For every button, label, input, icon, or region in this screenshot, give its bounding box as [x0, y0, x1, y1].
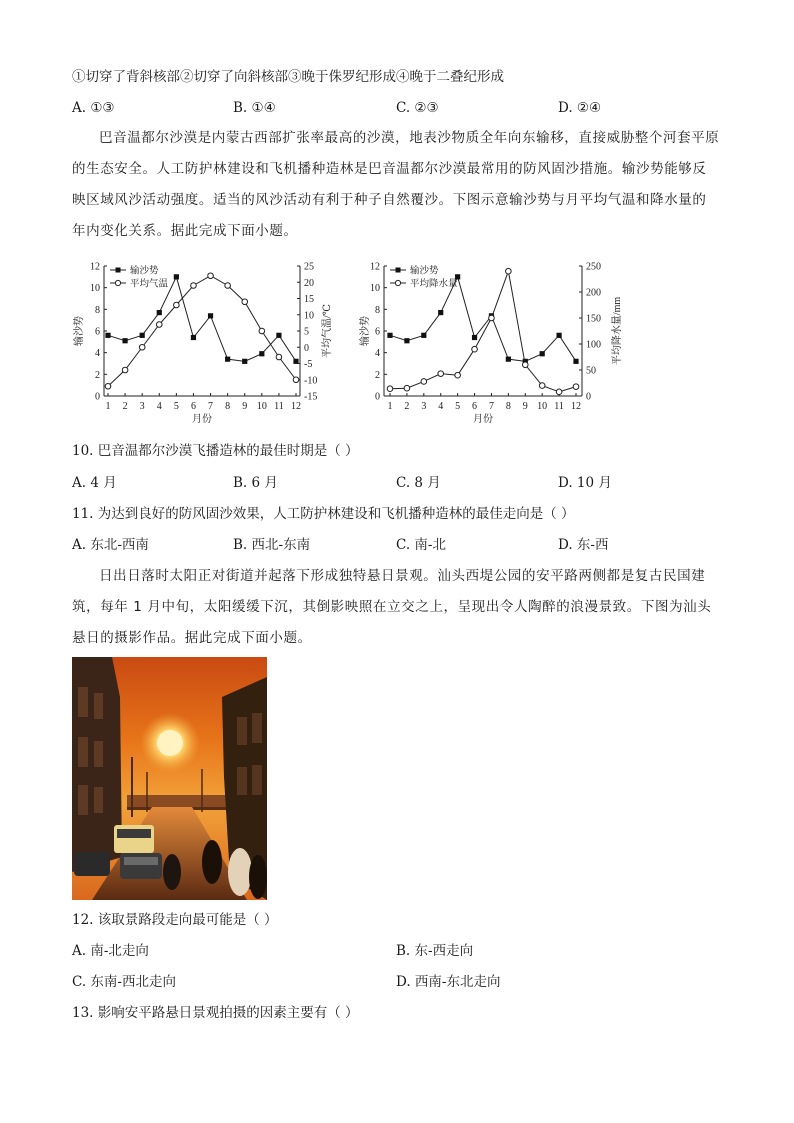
q11-option-b[interactable]: B. 西北-东南 [233, 537, 311, 553]
secondary-series-point [242, 299, 248, 305]
secondary-series-point [174, 302, 180, 308]
right-tick-label: 100 [586, 339, 601, 351]
x-tick-label: 12 [571, 401, 581, 412]
secondary-series-point [225, 283, 231, 289]
sand-potential-point [404, 338, 409, 343]
secondary-series-point [438, 371, 444, 377]
secondary-series-point [105, 383, 111, 389]
right-tick-label: 250 [586, 261, 601, 273]
secondary-series-point [156, 322, 162, 328]
x-tick-label: 4 [438, 401, 444, 412]
secondary-series-point [489, 315, 495, 321]
q9-option-b[interactable]: B. ①④ [233, 100, 276, 116]
x-tick-label: 4 [156, 401, 162, 412]
left-tick-label: 0 [375, 391, 380, 403]
legend-label: 输沙势 [130, 266, 159, 277]
sand-potential-point [157, 310, 162, 315]
x-tick-label: 8 [225, 401, 231, 412]
q10-option-a[interactable]: A. 4 月 [72, 475, 117, 491]
series-line-1 [108, 277, 296, 362]
sand-potential-point [573, 359, 578, 364]
right-tick-label: 5 [304, 326, 309, 338]
left-tick-label: 8 [375, 304, 380, 316]
x-tick-label: 11 [274, 401, 284, 412]
secondary-series-point [421, 379, 427, 385]
q12-option-c[interactable]: C. 东南-西北走向 [72, 974, 176, 990]
sand-potential-point [506, 357, 511, 362]
sand-potential-point [122, 338, 127, 343]
x-tick-label: 5 [455, 401, 461, 412]
secondary-series-point [387, 386, 393, 392]
x-tick-label: 6 [190, 401, 196, 412]
left-tick-label: 2 [95, 369, 100, 381]
q9-statements: ①切穿了背斜核部②切穿了向斜核部③晚于侏罗纪形成④晚于二叠纪形成 [72, 69, 504, 85]
x-tick-label: 2 [404, 401, 410, 412]
q11-option-d[interactable]: D. 东-西 [558, 537, 609, 553]
secondary-series-point [404, 385, 410, 391]
x-tick-label: 9 [522, 401, 528, 412]
secondary-series-point [208, 273, 214, 279]
sand-potential-point [556, 333, 561, 338]
x-tick-label: 7 [488, 401, 494, 412]
q10-option-c[interactable]: C. 8 月 [396, 475, 441, 491]
x-tick-label: 5 [173, 401, 179, 412]
passage-sunset [72, 561, 720, 654]
q11-option-a[interactable]: A. 东北-西南 [72, 537, 149, 553]
y2-axis-title: 平均气温/℃ [322, 304, 333, 358]
sand-potential-point [276, 333, 281, 338]
y-axis-title: 输沙势 [360, 316, 371, 346]
secondary-series-point [522, 362, 528, 368]
x-tick-label: 1 [387, 401, 393, 412]
secondary-series-point [259, 328, 265, 334]
x-tick-label: 10 [256, 401, 267, 412]
sand-potential-point [472, 335, 477, 340]
chart-sand-temperature [72, 258, 357, 430]
legend-marker [115, 280, 120, 285]
legend-label: 平均气温 [130, 279, 169, 290]
secondary-series-point [573, 384, 579, 390]
sand-potential-point [105, 333, 110, 338]
q9-option-c[interactable]: C. ②③ [396, 100, 439, 116]
legend-marker [116, 268, 121, 273]
sand-potential-point [191, 335, 196, 340]
series-line-2 [108, 276, 296, 387]
secondary-series-point [122, 367, 128, 373]
x-tick-label: 3 [421, 401, 427, 412]
sand-potential-point [421, 333, 426, 338]
sand-potential-point [540, 351, 545, 356]
secondary-series-point [556, 389, 562, 395]
x-tick-label: 9 [242, 401, 248, 412]
legend-marker [395, 280, 400, 285]
right-tick-label: -5 [304, 359, 313, 370]
sand-potential-point [259, 351, 264, 356]
right-tick-label: 200 [586, 287, 601, 299]
x-tick-label: 12 [291, 401, 301, 412]
sand-potential-point [208, 313, 213, 318]
right-tick-label: -15 [304, 391, 318, 403]
q9-option-a[interactable]: A. ①③ [72, 100, 115, 116]
x-tick-label: 10 [537, 401, 548, 412]
x-axis-title: 月份 [473, 414, 493, 425]
chart-sand-precipitation [362, 258, 642, 430]
right-tick-label: 0 [586, 391, 591, 403]
left-tick-label: 10 [370, 283, 380, 295]
x-tick-label: 3 [139, 401, 145, 412]
left-tick-label: 8 [95, 304, 100, 316]
left-tick-label: 12 [90, 261, 100, 273]
left-tick-label: 12 [370, 261, 380, 273]
sand-potential-point [387, 333, 392, 338]
left-tick-label: 4 [95, 348, 100, 360]
series-line-1 [390, 277, 576, 362]
right-tick-label: -10 [304, 375, 318, 387]
secondary-series-point [539, 383, 545, 389]
secondary-series-point [293, 377, 299, 383]
passage-sunset-text: 日出日落时太阳正对街道并起落下形成独特悬日景观。汕头西堤公园的安平路两侧都是复古民国建筑，每年 1 月中旬，太阳缓缓下沉，其倒影映照在立交之上，呈现出令人陶醉的浪漫景致。下图为汕头悬日的摄影作品。据此完成下面小题。 [72, 568, 712, 646]
secondary-series-point [276, 354, 282, 360]
sunset-street-photo [72, 657, 267, 900]
left-tick-label: 10 [90, 283, 100, 295]
x-tick-label: 7 [208, 401, 214, 412]
right-tick-label: 25 [304, 261, 314, 273]
q12-option-a[interactable]: A. 南-北走向 [72, 943, 149, 959]
passage-desert-text: 巴音温都尔沙漠是内蒙古西部扩张率最高的沙漠，地表沙物质全年向东输移，直接威胁整个河套平原的生态安全。人工防护林建设和飞机播种造林是巴音温都尔沙漠最常用的防风固沙措施。输沙势能够反映区域风沙活动强度。适当的风沙活动有利于种子自然覆沙。下图示意输沙势与月平均气温和降水量的年内变化关系。据此完成下面小题。 [72, 130, 720, 239]
q12-option-d[interactable]: D. 西南-东北走向 [396, 974, 501, 990]
left-tick-label: 6 [95, 326, 100, 338]
q10-option-b[interactable]: B. 6 月 [233, 475, 278, 491]
x-tick-label: 8 [505, 401, 511, 412]
secondary-series-point [191, 283, 197, 289]
q13-stem: 13. 影响安平路悬日景观拍摄的因素主要有（ ） [72, 1005, 359, 1021]
right-tick-label: 20 [304, 277, 314, 289]
passage-desert [72, 123, 720, 247]
sand-potential-point [242, 359, 247, 364]
x-tick-label: 1 [105, 401, 111, 412]
q12-stem: 12. 该取景路段走向最可能是（ ） [72, 912, 278, 928]
x-tick-label: 11 [554, 401, 564, 412]
legend-marker [396, 268, 401, 273]
legend-label: 输沙势 [410, 266, 439, 277]
legend-label: 平均降水量 [410, 279, 458, 290]
x-axis-title: 月份 [192, 414, 212, 425]
q11-stem: 11. 为达到良好的防风固沙效果，人工防护林建设和飞机播种造林的最佳走向是（ ） [72, 506, 575, 522]
sand-potential-point [140, 333, 145, 338]
sand-potential-point [438, 310, 443, 315]
secondary-series-point [455, 372, 461, 378]
q9-option-d[interactable]: D. ②④ [558, 100, 602, 116]
sand-potential-point [225, 357, 230, 362]
left-tick-label: 4 [375, 348, 380, 360]
y-axis-title: 输沙势 [74, 316, 85, 346]
q10-stem: 10. 巴音温都尔沙漠飞播造林的最佳时期是（ ） [72, 443, 359, 459]
secondary-series-point [506, 268, 512, 274]
right-tick-label: 15 [304, 294, 314, 305]
right-tick-label: 150 [586, 313, 601, 325]
q11-option-c[interactable]: C. 南-北 [396, 537, 446, 553]
sand-potential-point [293, 359, 298, 364]
q10-option-d[interactable]: D. 10 月 [558, 475, 612, 491]
sand-potential-point [174, 274, 179, 279]
x-tick-label: 6 [472, 401, 478, 412]
x-tick-label: 2 [122, 401, 128, 412]
y2-axis-title: 平均降水量/mm [612, 296, 623, 366]
right-tick-label: 50 [586, 365, 596, 377]
left-tick-label: 2 [375, 369, 380, 381]
left-tick-label: 0 [95, 391, 100, 403]
q12-option-b[interactable]: B. 东-西走向 [396, 943, 474, 959]
secondary-series-point [472, 346, 478, 352]
left-tick-label: 6 [375, 326, 380, 338]
secondary-series-point [139, 344, 145, 350]
right-tick-label: 10 [304, 310, 314, 322]
right-tick-label: 0 [304, 342, 309, 354]
